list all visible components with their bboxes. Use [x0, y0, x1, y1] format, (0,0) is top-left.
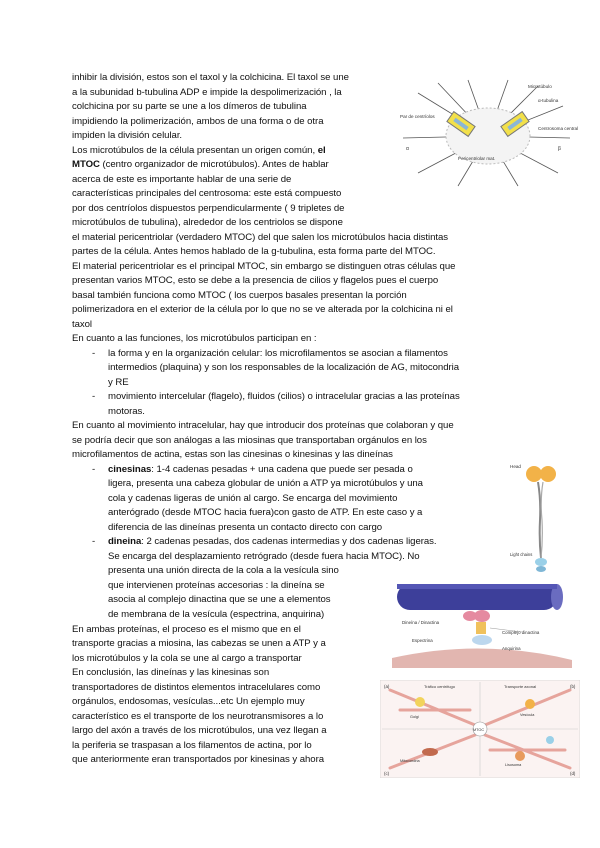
text-line: El material pericentriolar es el principal MTOC, sin embargo se distinguen otras células que — [72, 261, 456, 272]
dynein-figure — [392, 578, 572, 668]
text-line: impiden la división celular. — [72, 130, 183, 141]
fig4-label: Mitocondria — [400, 759, 420, 763]
bullet: - — [92, 348, 96, 359]
text-line: dineina: 2 cadenas pesadas, dos cadenas intermedias y dos cadenas ligeras. — [108, 536, 437, 547]
text-line: movimiento intercelular (flagelo), fluidos (cilios) o intracelular gracias a las proteínas — [108, 391, 460, 402]
centrosome-diagram — [398, 78, 578, 188]
transport-figure — [380, 680, 580, 778]
text-line: asocia al complejo dinactina que se une a elementos — [108, 594, 331, 605]
bold-term: cinesinas — [108, 464, 152, 475]
text-line: a la subunidad b-tubulina ADP e impide la despolimerización , la — [72, 87, 342, 98]
fig1-label: α — [406, 146, 409, 152]
text-line: MTOC (centro organizador de microtúbulos). Antes de hablar — [72, 159, 329, 170]
text-line: polimerizadora en el exterior de la célula por lo que no se ve alterada por la colchicina ni el — [72, 304, 453, 315]
text-line: los microtúbulos y la cola se une al cargo a transportar — [72, 653, 302, 664]
text-line: característico es el transporte de los neurotransmisores a lo — [72, 711, 324, 722]
text-line: se podría decir que son análogas a las miosinas que transportaban orgánulos en los — [72, 435, 427, 446]
text-line: la forma y en la organización celular: los microfilamentos se asocian a filamentos — [108, 348, 448, 359]
fig1-label: Pericentriolar mat. — [458, 156, 496, 161]
fig4-label: Lisosoma — [505, 763, 522, 767]
bullet: - — [92, 464, 96, 475]
kinesin-diagram — [510, 460, 570, 580]
bullet: - — [92, 391, 96, 402]
text-line: cola y cadenas ligeras de unión al cargo. Se encarga del movimiento — [108, 493, 398, 504]
text-line: partes de la célula. Antes hemos hablado de la g-tubulina, esta forma parte del MTOC. — [72, 246, 436, 257]
text-line: cinesinas: 1-4 cadenas pesadas + una cadena que puede ser pesada o — [108, 464, 413, 475]
fig3-label: Anquirina — [502, 646, 521, 651]
text-line: Los microtúbulos de la célula presentan un origen común, el — [72, 145, 326, 156]
fig1-label: Centrosoma central — [538, 126, 578, 131]
fig1-label: α-tubulina — [538, 98, 559, 103]
text-line: En cuanto a las funciones, los microtúbulos participan en : — [72, 333, 317, 344]
text-line: que intervienen proteínas accesorias : la dineína se — [108, 580, 325, 591]
fig1-label: β — [558, 146, 561, 152]
text-line: transportadores de distintos elementos intracelulares como — [72, 682, 321, 693]
text-line: basal también funciona como MTOC ( los cuerpos basales presentan la porción — [72, 290, 407, 301]
text-line: intermedios (plaquina) y son los responsables de la localización de AG, mitocondria — [108, 362, 460, 373]
transport-diagram — [380, 680, 580, 778]
text-line: presenta una unión directa de la cola a la vesícula sino — [108, 565, 339, 576]
text-line: acerca de este es importante hablar de una serie de — [72, 174, 292, 185]
bold-term: dineina — [108, 536, 142, 547]
text-line: diferencia de las dineínas presenta un contacto directo con cargo — [108, 522, 383, 533]
text-line: En ambas proteínas, el proceso es el mismo que en el — [72, 624, 301, 635]
fig4-label: MTOC — [473, 728, 485, 732]
fig1-label: Microtúbulo — [528, 84, 552, 89]
text-line: taxol — [72, 319, 93, 330]
bold-term: MTOC — [72, 159, 100, 170]
fig4-label: (d) — [570, 771, 576, 776]
text-line: transporte gracias a miosina, las cabezas se unen a ATP y a — [72, 638, 326, 649]
text-line: En conclusión, las dineínas y las kinesinas son — [72, 667, 270, 678]
fig4-label: Vesícula — [520, 713, 535, 717]
text-line: ligera, presenta una cabeza globular de unión a ATP ya microtúbulos y una — [108, 478, 423, 489]
text-line: el material pericentriolar (verdadero MTOC) del que salen los microtúbulos hacia distintas — [72, 232, 449, 243]
text-line: motoras. — [108, 406, 145, 417]
fig4-label: (a) — [384, 684, 390, 689]
fig4-label: (b) — [570, 684, 576, 689]
text-line: anterógrado (desde MTOC hacia fuera)con gasto de ATP. En este caso y a — [108, 507, 423, 518]
bold-term: el — [317, 145, 326, 156]
dynein-diagram — [392, 578, 572, 668]
text-line: colchicina por su parte se une a los dímeros de tubulina — [72, 101, 307, 112]
text-line: de membrana de la vesícula (espectrina, anquirina) — [108, 609, 325, 620]
text-line: que anteriormente eran transportados por kinesinas y ahora — [72, 754, 325, 765]
fig4-label: Tráfico centrífugo — [424, 684, 455, 689]
fig2-label: Light chains — [510, 552, 533, 557]
text-line: Se encarga del desplazamiento retrógrado (desde fuera hacia MTOC). No — [108, 551, 420, 562]
text-line: inhibir la división, estos son el taxol y la colchicina. El taxol se une — [72, 72, 349, 83]
text-line: En cuanto al movimiento intracelular, hay que introducir dos proteínas que colaboran y que — [72, 420, 454, 431]
text-line: orgánulos, endosomas, vesículas...etc Un ejemplo muy — [72, 696, 305, 707]
fig4-label: (c) — [384, 771, 390, 776]
text-line: características principales del centrosoma: este está compuesto — [72, 188, 342, 199]
text-line: por dos centríolos dispuestos perpendicularmente ( 9 tripletes de — [72, 203, 345, 214]
kinesin-figure — [510, 460, 570, 580]
fig3-label: Espectrina — [412, 638, 433, 643]
text-line: impidiendo la polimerización, ambos de una forma o de otra — [72, 116, 324, 127]
fig2-label: Head — [510, 464, 521, 469]
text-line: y RE — [108, 377, 129, 388]
fig1-label: Par de centríolos — [400, 114, 435, 119]
centrosome-figure — [398, 78, 578, 188]
text-line: microtúbulos de tubulina), alrededor de los centriolos se dispone — [72, 217, 343, 228]
text-line: largo del axón a través de los microtúbulos, una vez llegan a — [72, 725, 327, 736]
fig4-label: Golgi — [410, 715, 419, 719]
text-line: presentan varios MTOC, esto se debe a la presencia de cilios y flagelos pues el cuerpo — [72, 275, 439, 286]
bullet: - — [92, 536, 96, 547]
fig3-label: Dineína / Dinactina — [402, 620, 440, 625]
fig3-label: Complejo dinactina — [502, 630, 540, 635]
text-line: la periferia se traspasan a los filamentos de actina, por lo — [72, 740, 312, 751]
text-line: microfilamentos de actina, estas son las cinesinas o kinesinas y las dineínas — [72, 449, 393, 460]
fig4-label: Transporte axonal — [504, 684, 537, 689]
